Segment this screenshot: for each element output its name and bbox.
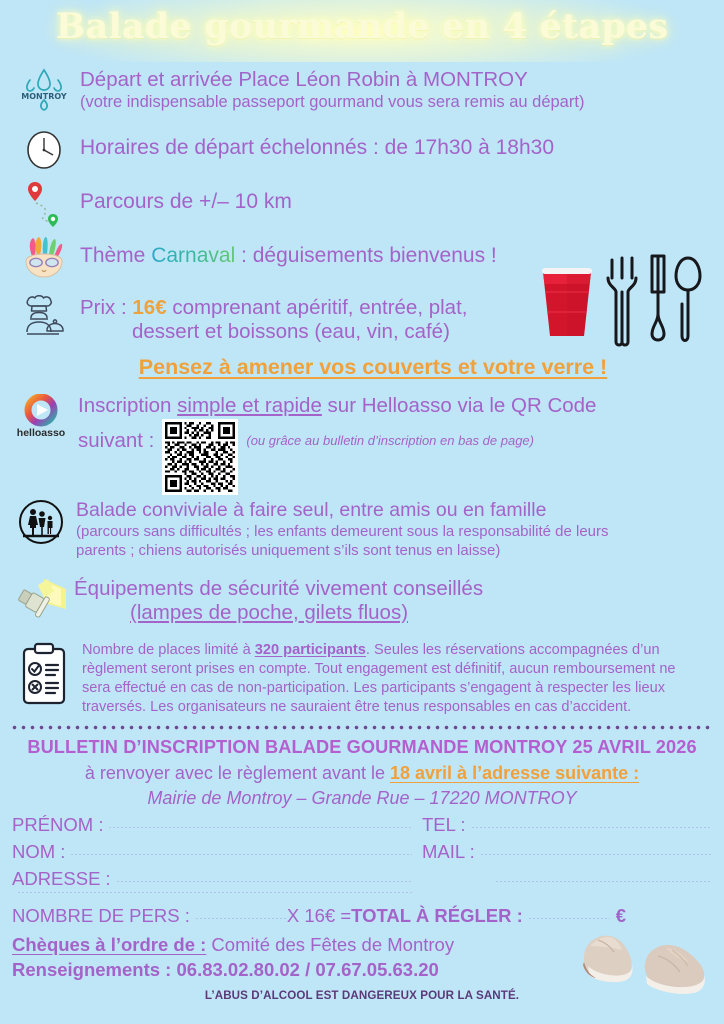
red-cup-icon <box>536 262 598 347</box>
parcours-text: Parcours de +/– 10 km <box>80 190 292 213</box>
carnival-mask-icon <box>14 234 74 284</box>
total-label: TOTAL À RÉGLER : <box>351 904 523 926</box>
bulletin-deadline: 18 avril à l’adresse suivante : <box>390 762 640 783</box>
family-icon <box>12 499 70 545</box>
total-multiplier: X 16€ = <box>286 904 352 926</box>
prix-amount: 16€ <box>132 296 167 319</box>
section-equipement <box>0 575 724 625</box>
cheques-value: Comité des Fêtes de Montroy <box>206 933 455 955</box>
total-currency: € <box>615 904 627 926</box>
field-tel-label: TEL : <box>422 813 466 835</box>
equipement-line1: Équipements de sécurité vivement conseillés <box>74 576 484 600</box>
inscription-line1-b: sur Helloasso via le QR Code <box>321 394 597 417</box>
field-nom-label: NOM : <box>12 840 66 862</box>
flashlight-icon <box>12 575 70 623</box>
inscription-line2: suivant : <box>78 429 155 452</box>
depart-text-block <box>74 66 584 113</box>
montroy-logo-icon <box>14 66 74 118</box>
field-adresse-line2[interactable] <box>12 895 412 896</box>
montroy-logo-label: MONTROY <box>21 92 67 101</box>
field-prenom[interactable] <box>12 814 412 836</box>
total-pers-label: NOMBRE DE PERS : <box>12 904 190 926</box>
horaires-text: Horaires de départ échelonnés : de 17h30 à 18h30 <box>80 136 555 159</box>
field-adresse-input-2[interactable] <box>495 881 712 882</box>
balade-sub1: (parcours sans difficultés ; les enfants demeurent sous la responsabilité de leurs <box>76 523 609 540</box>
section-balade-conviviale <box>0 499 724 561</box>
prix-label: Prix : <box>80 296 133 319</box>
cheques-label: Chèques à l’ordre de : <box>12 933 207 955</box>
page-title: Balade gourmande en 4 étapes <box>55 6 669 47</box>
section-inscription <box>0 394 724 495</box>
field-nom[interactable] <box>12 841 412 863</box>
helloasso-label: helloasso <box>16 427 66 439</box>
helloasso-logo-icon <box>8 394 74 439</box>
bulletin-address: Mairie de Montroy – Grande Rue – 17220 MONTROY <box>147 787 577 808</box>
inscription-underline: simple et rapide <box>177 394 322 417</box>
balade-text-block <box>70 499 609 561</box>
bulletin-title: BULLETIN D’INSCRIPTION BALADE GOURMANDE MONTROY 25 AVRIL 2026 <box>27 736 697 757</box>
theme-highlight: Carnaval <box>151 244 236 267</box>
depart-line1: Départ et arrivée Place Léon Robin à MONTROY <box>80 68 528 91</box>
prix-text-block <box>74 292 467 344</box>
total-pers-input[interactable] <box>195 918 287 919</box>
pensez-callout: Pensez à amener vos couverts et votre verre ! <box>138 355 608 379</box>
field-mail[interactable] <box>412 841 712 863</box>
equipement-text-block <box>70 575 483 625</box>
field-mail-input[interactable] <box>480 854 712 855</box>
form-row-prenom-tel <box>12 814 712 836</box>
qr-code-icon[interactable] <box>162 419 238 495</box>
field-adresse[interactable] <box>12 868 412 890</box>
section-depart <box>0 66 724 118</box>
bulletin-form <box>12 814 712 896</box>
clipboard-checklist-icon <box>14 641 74 707</box>
field-nom-input[interactable] <box>70 854 412 855</box>
reglement-text-b: . Seules les réservations accompagnées d’un règlement seront prises en compte. Tout engagement est définitif, aucun remboursement ne sera effectué en cas de non-participation. Les participants s’engagent à respecter les lieux traversés. Les organisateurs ne sauraient être tenus responsables en cas d’accident. <box>82 641 676 716</box>
theme-prefix: Thème <box>80 244 152 267</box>
balade-sub2: parents ; chiens autorisés uniquement s’ils sont tenus en laisse) <box>76 542 501 560</box>
renseignements-label: Renseignements : <box>12 958 177 980</box>
prix-line1 <box>80 296 467 320</box>
prix-line2: dessert et boissons (eau, vin, café) <box>132 320 450 343</box>
balade-line1: Balade conviviale à faire seul, entre amis ou en famille <box>76 499 547 521</box>
chef-icon <box>14 292 74 350</box>
inscription-line1 <box>78 394 596 418</box>
cutlery-icon <box>600 252 710 357</box>
qr-note: (ou grâce au bulletin d’inscription en bas de page) <box>246 433 534 448</box>
field-mail-label: MAIL : <box>422 840 475 862</box>
title-banner <box>0 0 724 62</box>
form-row-nom-mail <box>12 841 712 863</box>
form-row-adresse <box>12 868 712 890</box>
route-pin-icon <box>14 176 74 232</box>
form-row-adresse-2 <box>12 895 712 896</box>
field-adresse-label: ADRESSE : <box>12 867 111 889</box>
theme-suffix: : déguisements bienvenus ! <box>235 244 497 267</box>
running-shoes-icon <box>576 918 718 1009</box>
section-parcours <box>0 176 724 232</box>
equipement-line2 <box>74 601 483 625</box>
field-adresse-cont[interactable] <box>412 884 712 885</box>
field-tel-input[interactable] <box>471 827 712 828</box>
field-prenom-label: PRÉNOM : <box>12 813 104 835</box>
bulletin-subtitle-a: à renvoyer avec le règlement avant le <box>84 762 390 783</box>
field-tel[interactable] <box>412 814 712 836</box>
renseignements-value: 06.83.02.80.02 / 07.67.05.63.20 <box>176 958 439 980</box>
depart-line2: (votre indispensable passeport gourmand vous sera remis au départ) <box>80 93 585 112</box>
inscription-line2-row <box>78 419 596 495</box>
bulletin-subtitle <box>12 763 712 784</box>
equipement-line2-text: (lampes de poche, gilets fluos) <box>130 600 409 624</box>
field-prenom-input[interactable] <box>108 827 412 828</box>
reglement-text <box>74 641 724 718</box>
field-adresse-input-3[interactable] <box>17 892 412 893</box>
reglement-places-count: 320 participants <box>254 641 366 658</box>
inscription-text-block <box>74 394 596 495</box>
field-adresse-input[interactable] <box>116 881 412 882</box>
reglement-text-a: Nombre de places limité à <box>82 641 255 658</box>
clock-icon <box>14 128 74 172</box>
theme-text <box>74 234 497 268</box>
alcohol-warning: L’ABUS D’ALCOOL EST DANGEREUX POUR LA SANTÉ. <box>204 988 520 1002</box>
prix-line1-rest: comprenant apéritif, entrée, plat, <box>166 296 468 319</box>
inscription-line1-a: Inscription <box>78 394 178 417</box>
section-horaires <box>0 128 724 172</box>
section-reglement <box>0 641 724 718</box>
